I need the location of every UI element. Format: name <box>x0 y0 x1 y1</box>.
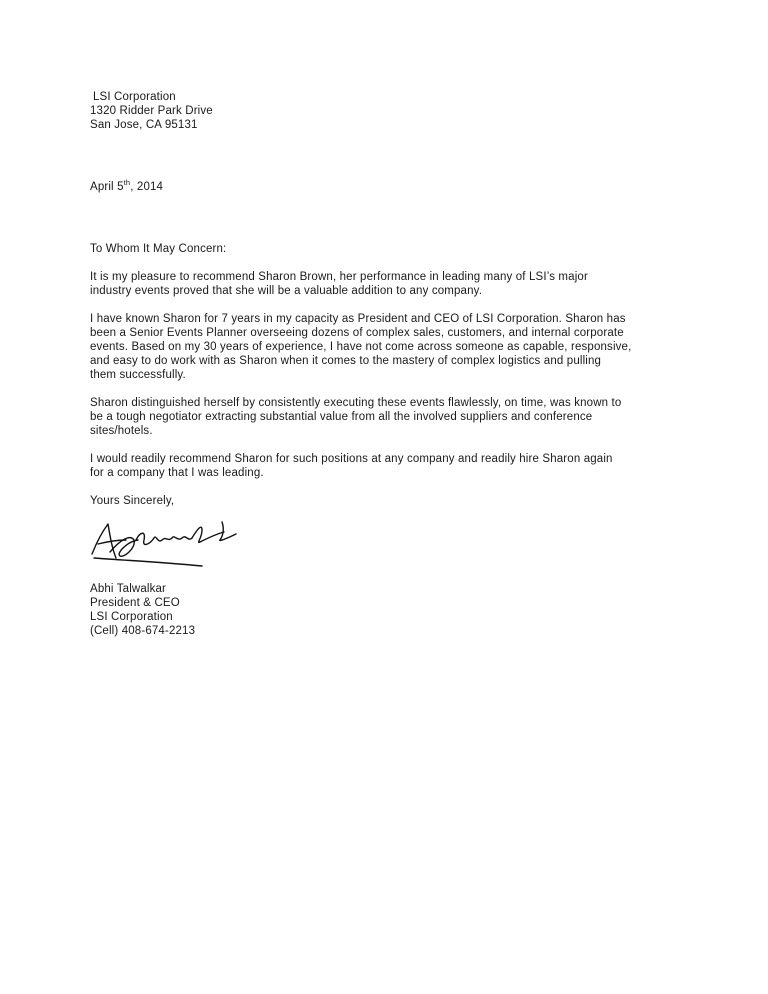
sender-address <box>90 90 690 132</box>
sender-company: LSI Corporation <box>93 91 176 103</box>
date-ordinal: th <box>123 178 131 188</box>
paragraph-3 <box>90 396 690 438</box>
salutation: To Whom It May Concern: <box>90 243 227 255</box>
paragraph-line: for a company that I was leading. <box>90 467 264 479</box>
signer-block <box>90 582 690 638</box>
paragraph-line: I have known Sharon for 7 years in my capacity as President and CEO of LSI Corporation. Sharon has <box>90 313 626 325</box>
recommendation-letter <box>90 90 690 638</box>
handwritten-signature <box>90 518 240 582</box>
paragraph-line: been a Senior Events Planner overseeing dozens of complex sales, customers, and internal corporate <box>90 327 624 339</box>
signer-name: Abhi Talwalkar <box>90 583 167 595</box>
letter-date <box>90 180 690 194</box>
paragraph-line: be a tough negotiator extracting substantial value from all the involved suppliers and conference <box>90 411 593 423</box>
signer-phone: (Cell) 408-674-2213 <box>90 625 196 637</box>
paragraph-4 <box>90 452 690 480</box>
paragraph-line: It is my pleasure to recommend Sharon Brown, her performance in leading many of LSI’s major <box>90 271 588 283</box>
paragraph-line: Sharon distinguished herself by consistently executing these events flawlessly, on time, was known to <box>90 397 622 409</box>
signer-company: LSI Corporation <box>90 611 173 623</box>
paragraph-line: and easy to do work with as Sharon when it comes to the mastery of complex logistics and pulling <box>90 355 602 367</box>
date-month-day: April 5 <box>90 181 124 193</box>
paragraph-line: I would readily recommend Sharon for such positions at any company and readily hire Sharon again <box>90 453 613 465</box>
paragraph-line: events. Based on my 30 years of experience, I have not come across someone as capable, responsive, <box>90 341 632 353</box>
sender-street: 1320 Ridder Park Drive <box>90 105 213 117</box>
paragraph-line: sites/hotels. <box>90 425 153 437</box>
paragraph-line: industry events proved that she will be a valuable addition to any company. <box>90 285 483 297</box>
sender-city-state-zip: San Jose, CA 95131 <box>90 119 198 131</box>
paragraph-line: them successfully. <box>90 369 186 381</box>
signer-title: President & CEO <box>90 597 180 609</box>
paragraph-1 <box>90 270 690 298</box>
date-year: , 2014 <box>130 181 164 193</box>
closing: Yours Sincerely, <box>90 495 175 507</box>
paragraph-2 <box>90 312 690 382</box>
